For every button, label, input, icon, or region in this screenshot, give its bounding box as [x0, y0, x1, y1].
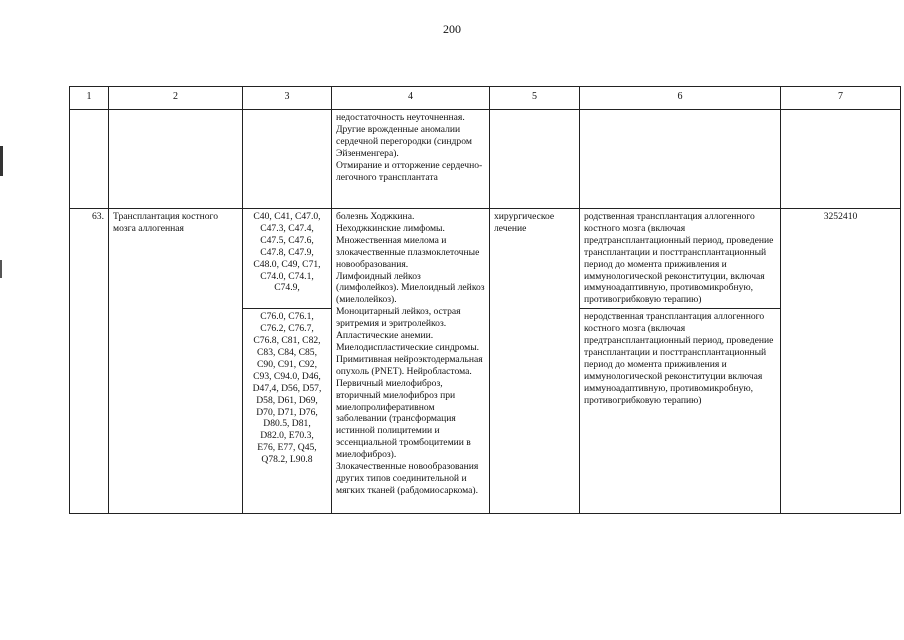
- scan-edge-mark: [0, 146, 3, 176]
- column-header-5: 5: [490, 87, 580, 110]
- column-header-2: 2: [109, 87, 243, 110]
- method-cell-unrelated: неродственная трансплантация аллогенного костного мозга (включая предтрансплантационный период, проведение трансплантации и посттрансплантационный период до момента приживления и иммунологической реконституции включая иммуноадаптивную, противомикробную, противогрибковую терапию): [580, 309, 781, 514]
- row-number-cell: 63.: [70, 209, 109, 514]
- icd-codes-cell-a: C40, C41, C47.0, C47.3, C47.4, C47.5, C47.6, C47.8, C47.9, C48.0, C49, C71, C74.0, C74.1, C74.9,: [243, 209, 332, 309]
- care-name-cell: Трансплантация костного мозга аллогенная: [109, 209, 243, 514]
- cost-cell: 3252410: [781, 209, 901, 514]
- cell-empty: [490, 110, 580, 209]
- cell-empty: [580, 110, 781, 209]
- medical-care-table: [69, 86, 901, 514]
- diagnosis-continuation-cell: недостаточность неуточненная. Другие врожденные аномалии сердечной перегородки (синдром Эйзенменгера). Отмирание и отторжение сердечно-легочного трансплантата: [332, 110, 490, 209]
- column-header-6: 6: [580, 87, 781, 110]
- cell-empty: [243, 110, 332, 209]
- column-header-3: 3: [243, 87, 332, 110]
- diagnosis-cell: болезнь Ходжкина. Неходжкинские лимфомы. Множественная миелома и злокачественные плазмоклеточные новообразования. Лимфоидный лейкоз (лимфолейкоз). Миелоидный лейкоз (миелолейкоз). Моноцитарный лейкоз, острая эритремия и эритролейкоз. Апластические анемии. Миелодиспластические синдромы. Примитивная нейроэктодермальная опухоль (PNET). Нейробластома. Первичный миелофиброз, вторичный миелофиброз при миелопролиферативном заболевании (трансформация истинной полицитемии и эссенциальной тромбоцитемии в миелофиброз). Злокачественные новообразования других типов соединительной и мягких тканей (рабдомиосаркома).: [332, 209, 490, 514]
- scan-edge-mark: [0, 260, 2, 278]
- treatment-type-cell: хирургическое лечение: [490, 209, 580, 514]
- cell-empty: [109, 110, 243, 209]
- icd-codes-cell-b: C76.0, C76.1, C76.2, C76.7, C76.8, C81, C82, C83, C84, C85, C90, C91, C92, C93, C94.0, D46, D47,4, D56, D57, D58, D61, D69, D70, D71, D76, D80.5, D81, D82.0, E70.3, E76, E77, Q45, Q78.2, L90.8: [243, 309, 332, 514]
- method-cell-related: родственная трансплантация аллогенного костного мозга (включая предтрансплантационный период, проведение трансплантации и посттрансплантационный период до момента приживления и иммунологической реконституции, включая иммуноадаптивную, противомикробную, противогрибковую терапию): [580, 209, 781, 309]
- column-header-4: 4: [332, 87, 490, 110]
- page-number: 200: [443, 22, 461, 36]
- column-header-1: 1: [70, 87, 109, 110]
- column-header-7: 7: [781, 87, 901, 110]
- cell-empty: [70, 110, 109, 209]
- table-header-row: [70, 87, 901, 110]
- cell-empty: [781, 110, 901, 209]
- table-row-continuation: [70, 110, 901, 209]
- table-row-63: [70, 209, 901, 309]
